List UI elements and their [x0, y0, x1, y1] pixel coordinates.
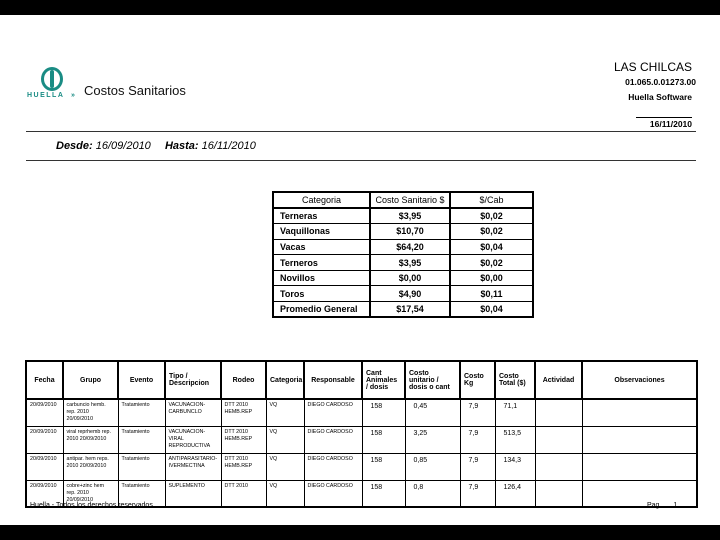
footer-page	[647, 502, 677, 509]
detail-header-fecha: Fecha	[26, 361, 63, 399]
summary-row	[273, 255, 533, 271]
detail-cell-observaciones	[582, 480, 697, 507]
detail-header-evento: Evento	[118, 361, 165, 399]
report-page	[0, 15, 720, 525]
huella-logo	[27, 67, 83, 107]
detail-cell-costo-unitario: 0,8	[405, 480, 460, 507]
detail-row	[26, 453, 697, 480]
hasta-label: Hasta:	[164, 140, 199, 152]
desde-label: Desde:	[56, 140, 93, 152]
detail-cell-costo-total: 134,3	[495, 453, 535, 480]
detail-cell-actividad	[535, 426, 582, 453]
detail-cell-categoria: VQ	[266, 399, 304, 426]
company-name: LAS CHILCAS	[613, 60, 692, 74]
footer-copyright: Huella - Todos los derechos reservados	[30, 502, 153, 509]
detail-cell-tipo: ANTIPARASITARIO-IVERMECTINA	[165, 453, 221, 480]
detail-cell-fecha: 20/09/2010	[26, 426, 63, 453]
detail-cell-tipo: SUPLEMENTO	[165, 480, 221, 507]
summary-row	[273, 286, 533, 302]
detail-cell-fecha: 20/09/2010	[26, 480, 63, 507]
page-label: Pag.	[647, 502, 662, 509]
detail-cell-costo-kg: 7,9	[460, 480, 495, 507]
detail-cell-categoria: VQ	[266, 453, 304, 480]
detail-header-observaciones: Observaciones	[582, 361, 697, 399]
summary-row	[273, 208, 533, 224]
range-divider	[26, 160, 696, 161]
summary-cell: Novillos	[273, 270, 370, 286]
detail-cell-responsable: DIEGO CARDOSO	[304, 453, 362, 480]
detail-header-row	[26, 361, 697, 399]
detail-table	[25, 360, 698, 508]
detail-cell-rodeo: DTT 2010	[221, 480, 266, 507]
detail-cell-costo-unitario: 0,85	[405, 453, 460, 480]
page-number: 1	[673, 502, 678, 509]
detail-cell-grupo: viral reprhemb rep. 2010 20/09/2010	[63, 426, 118, 453]
detail-cell-categoria: VQ	[266, 480, 304, 507]
summary-cell: $0,11	[450, 286, 533, 302]
summary-cell: Toros	[273, 286, 370, 302]
detail-cell-costo-total: 513,5	[495, 426, 535, 453]
detail-cell-actividad	[535, 453, 582, 480]
detail-cell-categoria: VQ	[266, 426, 304, 453]
detail-header-grupo: Grupo	[63, 361, 118, 399]
summary-cell: Terneros	[273, 255, 370, 271]
summary-cell: $0,02	[450, 255, 533, 271]
detail-cell-evento: Tratamiento	[118, 480, 165, 507]
summary-cell: $0,00	[370, 270, 450, 286]
summary-row	[273, 302, 533, 318]
summary-cell: $0,02	[450, 208, 533, 224]
summary-header-row	[273, 192, 533, 208]
detail-cell-observaciones	[582, 453, 697, 480]
logo-chevron-icon: »	[71, 92, 75, 99]
summary-cell: $0,00	[450, 270, 533, 286]
hasta-value: 16/11/2010	[201, 140, 256, 152]
report-title: Costos Sanitarios	[84, 83, 186, 98]
summary-cell: $0,04	[450, 239, 533, 255]
detail-cell-cant: 158	[362, 399, 405, 426]
detail-cell-evento: Tratamiento	[118, 399, 165, 426]
detail-cell-cant: 158	[362, 480, 405, 507]
detail-cell-observaciones	[582, 399, 697, 426]
detail-cell-costo-total: 126,4	[495, 480, 535, 507]
summary-cell: Vacas	[273, 239, 370, 255]
detail-cell-grupo: antipar. hem reps. 2010 20/09/2010	[63, 453, 118, 480]
detail-cell-costo-total: 71,1	[495, 399, 535, 426]
date-range	[56, 140, 256, 152]
logo-bar-icon	[50, 70, 54, 88]
detail-header-responsable: Responsable	[304, 361, 362, 399]
detail-cell-responsable: DIEGO CARDOSO	[304, 399, 362, 426]
detail-row	[26, 426, 697, 453]
detail-cell-evento: Tratamiento	[118, 426, 165, 453]
detail-cell-tipo: VACUNACION-CARBUNCLO	[165, 399, 221, 426]
header-divider	[26, 131, 696, 132]
detail-header-costo-total: Costo Total ($)	[495, 361, 535, 399]
detail-cell-actividad	[535, 480, 582, 507]
report-date: 16/11/2010	[636, 117, 692, 129]
summary-cell: Promedio General	[273, 302, 370, 318]
detail-cell-costo-kg: 7,9	[460, 399, 495, 426]
desde-value: 16/09/2010	[95, 140, 151, 152]
detail-cell-tipo: VACUNACION-VIRAL REPRODUCTIVA	[165, 426, 221, 453]
detail-cell-cant: 158	[362, 426, 405, 453]
company-code: 01.065.0.01273.00	[625, 77, 696, 87]
summary-cell: $10,70	[370, 224, 450, 240]
detail-cell-cant: 158	[362, 453, 405, 480]
detail-cell-grupo: carbuncio hemb. rep. 2010 20/09/2010	[63, 399, 118, 426]
logo-brand-text: HUELLA	[27, 92, 65, 99]
detail-cell-actividad	[535, 399, 582, 426]
summary-cell: $3,95	[370, 208, 450, 224]
summary-row	[273, 270, 533, 286]
detail-cell-fecha: 20/09/2010	[26, 453, 63, 480]
detail-cell-evento: Tratamiento	[118, 453, 165, 480]
detail-cell-responsable: DIEGO CARDOSO	[304, 426, 362, 453]
detail-cell-costo-kg: 7,9	[460, 453, 495, 480]
detail-cell-costo-unitario: 3,25	[405, 426, 460, 453]
detail-cell-fecha: 20/09/2010	[26, 399, 63, 426]
summary-header-categoria: Categoria	[273, 192, 370, 208]
summary-table	[272, 191, 534, 318]
detail-cell-observaciones	[582, 426, 697, 453]
summary-header-costo: Costo Sanitario $	[370, 192, 450, 208]
summary-cell: $0,04	[450, 302, 533, 318]
detail-header-actividad: Actividad	[535, 361, 582, 399]
detail-header-rodeo: Rodeo	[221, 361, 266, 399]
detail-header-categoria: Categoria	[266, 361, 304, 399]
detail-header-cant: Cant Animales / dosis	[362, 361, 405, 399]
summary-cell: $0,02	[450, 224, 533, 240]
summary-cell: $17,54	[370, 302, 450, 318]
summary-header-cab: $/Cab	[450, 192, 533, 208]
summary-cell: $4,90	[370, 286, 450, 302]
software-name: Huella Software	[628, 92, 692, 102]
summary-cell: Terneras	[273, 208, 370, 224]
detail-cell-costo-unitario: 0,45	[405, 399, 460, 426]
detail-cell-costo-kg: 7,9	[460, 426, 495, 453]
summary-cell: Vaquillonas	[273, 224, 370, 240]
detail-header-costo-kg: Costo Kg	[460, 361, 495, 399]
summary-row	[273, 224, 533, 240]
detail-row	[26, 399, 697, 426]
detail-cell-responsable: DIEGO CARDOSO	[304, 480, 362, 507]
summary-cell: $64,20	[370, 239, 450, 255]
detail-cell-rodeo: DTT 2010 HEMB.REP	[221, 453, 266, 480]
detail-header-tipo: Tipo / Descripcion	[165, 361, 221, 399]
detail-cell-grupo: cobre+zinc hem rep. 2010 20/09/2010	[63, 480, 118, 507]
summary-row	[273, 239, 533, 255]
detail-header-costo-unitario: Costo unitario / dosis o cant	[405, 361, 460, 399]
summary-cell: $3,95	[370, 255, 450, 271]
detail-cell-rodeo: DTT 2010 HEMB.REP	[221, 426, 266, 453]
detail-cell-rodeo: DTT 2010 HEMB.REP	[221, 399, 266, 426]
